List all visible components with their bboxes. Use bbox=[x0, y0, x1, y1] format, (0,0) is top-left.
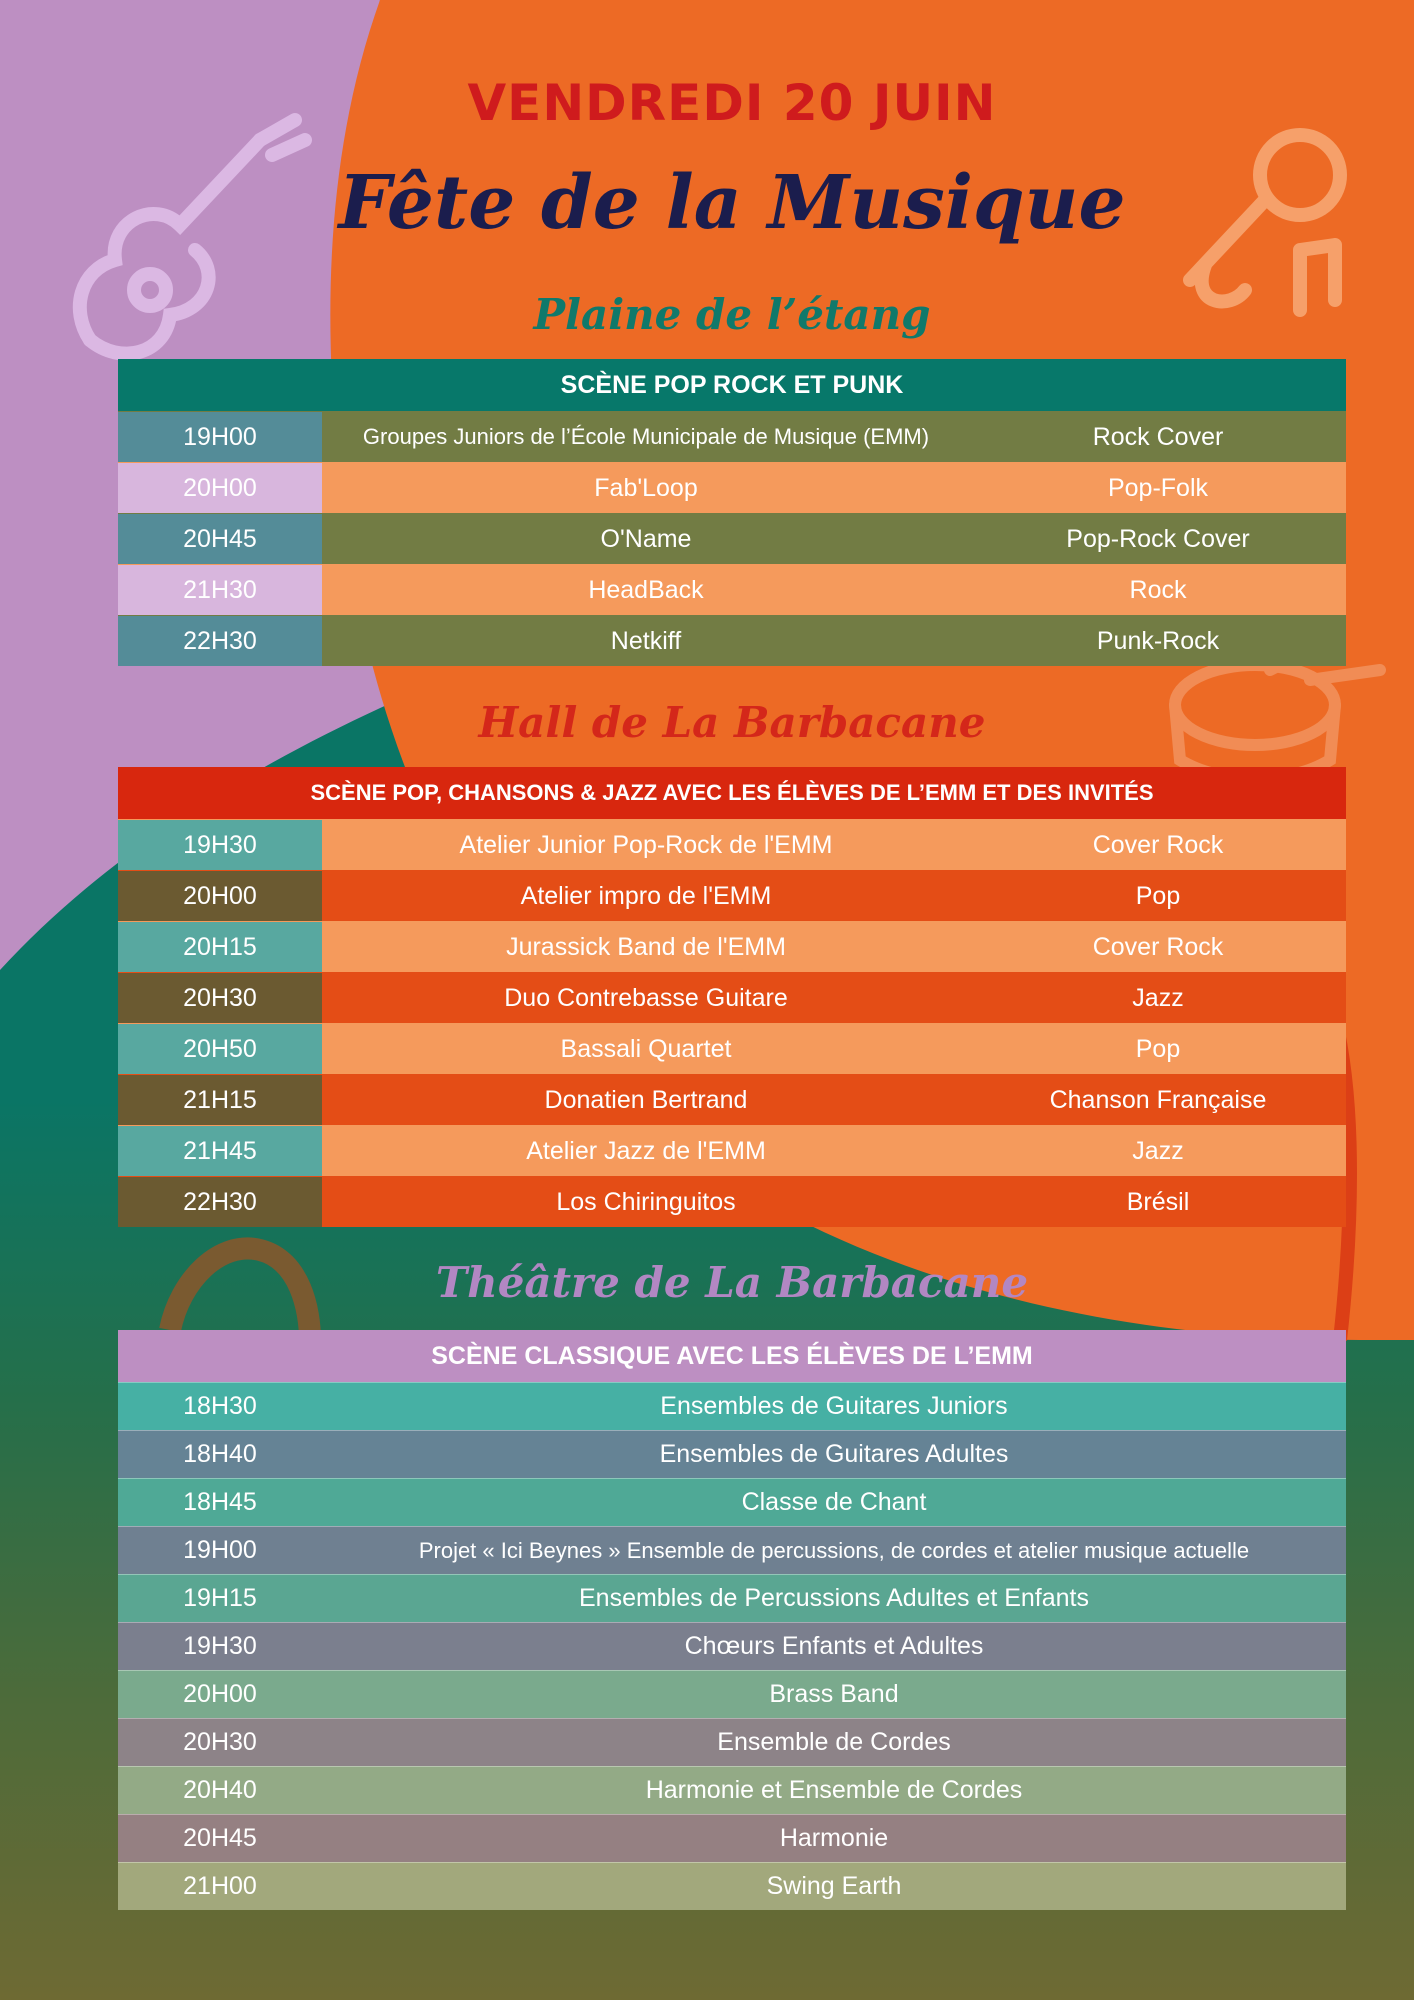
genre-cell: Rock bbox=[1129, 575, 1187, 604]
performer-cell: Projet « Ici Beynes » Ensemble de percussions, de cordes et atelier musique actuelle bbox=[418, 1537, 1250, 1563]
performer-cell: Los Chiringuitos bbox=[556, 1187, 736, 1216]
stage-header: SCÈNE POP ROCK ET PUNK bbox=[118, 359, 1346, 411]
time-cell: 20H00 bbox=[118, 871, 322, 921]
schedule-row bbox=[118, 819, 1346, 870]
venue-title-theatre: Théâtre de La Barbacane bbox=[435, 1258, 1029, 1307]
schedule-row bbox=[118, 1766, 1346, 1814]
time-cell: 19H30 bbox=[183, 1632, 257, 1660]
genre-cell: Pop-Rock Cover bbox=[1066, 524, 1250, 553]
performer-cell: Atelier Jazz de l'EMM bbox=[526, 1136, 766, 1165]
event-title: Fête de la Musique bbox=[338, 160, 1126, 246]
schedule-row bbox=[118, 1430, 1346, 1478]
rows-theatre bbox=[118, 1382, 1346, 1910]
time-cell: 19H15 bbox=[183, 1584, 257, 1612]
performer-cell: HeadBack bbox=[588, 575, 704, 604]
schedule-row bbox=[118, 972, 1346, 1023]
genre-cell: Brésil bbox=[1126, 1187, 1190, 1216]
schedule-row bbox=[118, 1023, 1346, 1074]
venue-title-plaine: Plaine de l’étang bbox=[533, 290, 931, 339]
time-cell: 21H00 bbox=[183, 1872, 257, 1900]
time-cell: 18H40 bbox=[183, 1440, 257, 1468]
time-cell: 20H40 bbox=[183, 1776, 257, 1804]
stage-header: SCÈNE POP, CHANSONS & JAZZ AVEC LES ÉLÈVES DE L’EMM ET DES INVITÉS bbox=[118, 767, 1346, 819]
performer-cell: Harmonie bbox=[779, 1824, 889, 1852]
performer-cell: Duo Contrebasse Guitare bbox=[504, 983, 788, 1012]
schedule-row bbox=[118, 1176, 1346, 1227]
performer-cell: Groupes Juniors de l’École Municipale de Musique (EMM) bbox=[362, 424, 930, 449]
genre-cell: Cover Rock bbox=[1092, 830, 1224, 859]
genre-cell: Pop bbox=[1135, 1034, 1181, 1063]
event-date: VENDREDI 20 JUIN bbox=[467, 74, 997, 132]
genre-cell: Cover Rock bbox=[1092, 932, 1224, 961]
time-cell: 22H30 bbox=[118, 616, 322, 666]
schedule-row bbox=[118, 462, 1346, 513]
schedule-row bbox=[118, 1670, 1346, 1718]
performer-cell: Fab'Loop bbox=[594, 473, 698, 502]
schedule-row bbox=[118, 921, 1346, 972]
genre-cell: Jazz bbox=[1132, 1136, 1184, 1165]
time-cell: 20H30 bbox=[183, 1728, 257, 1756]
rows-plaine bbox=[118, 411, 1346, 666]
schedule-row bbox=[118, 1125, 1346, 1176]
time-cell: 19H00 bbox=[118, 412, 322, 462]
performer-cell: Chœurs Enfants et Adultes bbox=[684, 1632, 984, 1660]
performer-cell: Bassali Quartet bbox=[560, 1034, 732, 1063]
performer-cell: Atelier impro de l'EMM bbox=[520, 881, 772, 910]
performer-cell: Ensembles de Guitares Adultes bbox=[659, 1440, 1009, 1468]
schedule-row bbox=[118, 1526, 1346, 1574]
genre-cell: Pop-Folk bbox=[1107, 473, 1209, 502]
schedule-row bbox=[118, 1478, 1346, 1526]
schedule-row bbox=[118, 1574, 1346, 1622]
performer-cell: Netkiff bbox=[610, 626, 682, 655]
time-cell: 18H30 bbox=[183, 1392, 257, 1420]
performer-cell: Ensembles de Guitares Juniors bbox=[660, 1392, 1008, 1420]
schedule-row bbox=[118, 1622, 1346, 1670]
performer-cell: Donatien Bertrand bbox=[544, 1085, 748, 1114]
time-cell: 20H50 bbox=[118, 1024, 322, 1074]
schedule-row bbox=[118, 870, 1346, 921]
time-cell: 20H30 bbox=[118, 973, 322, 1023]
schedule-row bbox=[118, 1862, 1346, 1910]
venue-title-hall: Hall de La Barbacane bbox=[478, 698, 986, 747]
genre-cell: Pop bbox=[1135, 881, 1181, 910]
performer-cell: Classe de Chant bbox=[741, 1488, 927, 1516]
schedule-row bbox=[118, 513, 1346, 564]
performer-cell: Atelier Junior Pop-Rock de l'EMM bbox=[459, 830, 833, 859]
schedule-table-plaine bbox=[118, 359, 1346, 666]
stage-header: SCÈNE CLASSIQUE AVEC LES ÉLÈVES DE L’EMM bbox=[118, 1330, 1346, 1382]
genre-cell: Jazz bbox=[1132, 983, 1184, 1012]
time-cell: 20H15 bbox=[118, 922, 322, 972]
time-cell: 20H45 bbox=[118, 514, 322, 564]
time-cell: 19H00 bbox=[183, 1536, 257, 1564]
schedule-row bbox=[118, 1718, 1346, 1766]
time-cell: 20H00 bbox=[183, 1680, 257, 1708]
time-cell: 19H30 bbox=[118, 820, 322, 870]
schedule-row bbox=[118, 1814, 1346, 1862]
performer-cell: O'Name bbox=[600, 524, 692, 553]
schedule-row bbox=[118, 1074, 1346, 1125]
time-cell: 22H30 bbox=[118, 1177, 322, 1227]
performer-cell: Ensemble de Cordes bbox=[717, 1728, 951, 1756]
schedule-row bbox=[118, 1382, 1346, 1430]
time-cell: 20H45 bbox=[183, 1824, 257, 1852]
time-cell: 18H45 bbox=[183, 1488, 257, 1516]
schedule-row bbox=[118, 564, 1346, 615]
rows-hall bbox=[118, 819, 1346, 1227]
schedule-table-theatre bbox=[118, 1330, 1346, 1910]
performer-cell: Ensembles de Percussions Adultes et Enfants bbox=[578, 1584, 1089, 1612]
genre-cell: Chanson Française bbox=[1049, 1085, 1267, 1114]
time-cell: 21H45 bbox=[118, 1126, 322, 1176]
time-cell: 21H30 bbox=[118, 565, 322, 615]
schedule-row bbox=[118, 411, 1346, 462]
performer-cell: Brass Band bbox=[769, 1680, 899, 1708]
performer-cell: Swing Earth bbox=[766, 1872, 902, 1900]
genre-cell: Punk-Rock bbox=[1096, 626, 1220, 655]
schedule-table-hall bbox=[118, 767, 1346, 1227]
performer-cell: Jurassick Band de l'EMM bbox=[506, 932, 786, 961]
time-cell: 21H15 bbox=[118, 1075, 322, 1125]
time-cell: 20H00 bbox=[118, 463, 322, 513]
genre-cell: Rock Cover bbox=[1092, 422, 1224, 451]
performer-cell: Harmonie et Ensemble de Cordes bbox=[645, 1776, 1023, 1804]
schedule-row bbox=[118, 615, 1346, 666]
